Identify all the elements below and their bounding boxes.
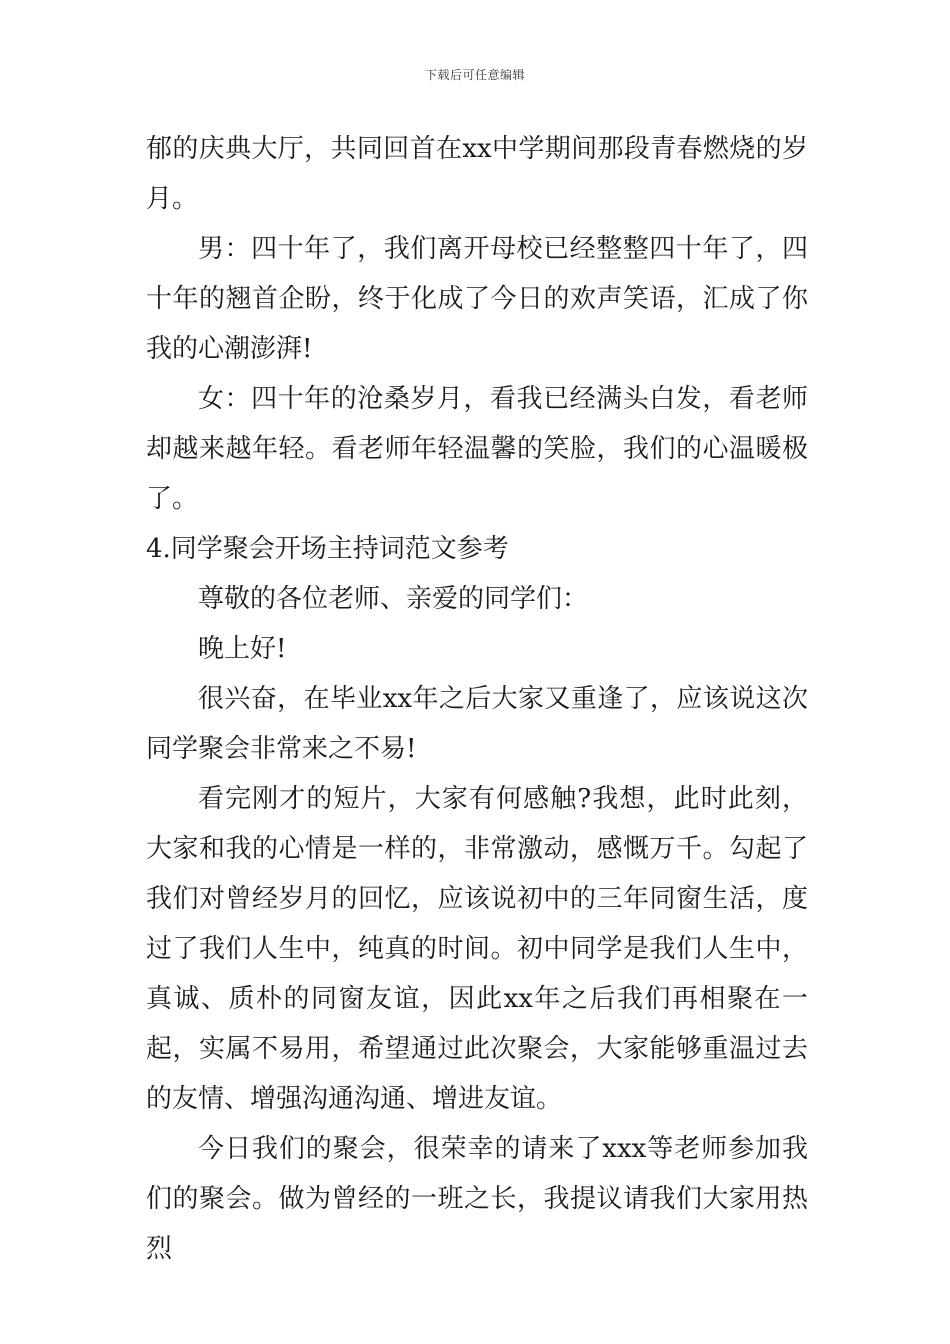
paragraph-8: 看完刚才的短片，大家有何感触?我想，此时此刻，大家和我的心情是一样的，非常激动，感慨万千。勾起了我们对曾经岁月的回忆，应该说初中的三年同窗生活，度过了我们人生中，纯真的时间。初中同学是我们人生中，真诚、质朴的同窗友谊，因此xx年之后我们再相聚在一起，实属不易用，希望通过此次聚会，大家能够重温过去的友情、增强沟通沟通、增进友谊。 xyxy=(146,784,808,1114)
paragraph-1: 郁的庆典大厅，共同回首在xx中学期间那段青春燃烧的岁月。 xyxy=(146,134,808,214)
paragraph-2: 男：四十年了，我们离开母校已经整整四十年了，四十年的翘首企盼，终于化成了今日的欢声笑语，汇成了你我的心潮澎湃! xyxy=(146,234,808,364)
paragraph-7: 很兴奋，在毕业xx年之后大家又重逢了，应该说这次同学聚会非常来之不易! xyxy=(146,684,808,764)
paragraph-3: 女：四十年的沧桑岁月，看我已经满头白发，看老师却越来越年轻。看老师年轻温馨的笑脸，我们的心温暖极了。 xyxy=(146,384,808,514)
paragraph-9: 今日我们的聚会，很荣幸的请来了xxx等老师参加我们的聚会。做为曾经的一班之长，我提议请我们大家用热烈 xyxy=(146,1134,808,1264)
section-heading: 4.同学聚会开场主持词范文参考 xyxy=(146,534,509,564)
greeting: 晚上好! xyxy=(198,634,287,664)
document-body xyxy=(146,124,808,1274)
page-header: 下载后可任意编辑 xyxy=(424,68,525,82)
salutation: 尊敬的各位老师、亲爱的同学们： xyxy=(198,584,589,614)
